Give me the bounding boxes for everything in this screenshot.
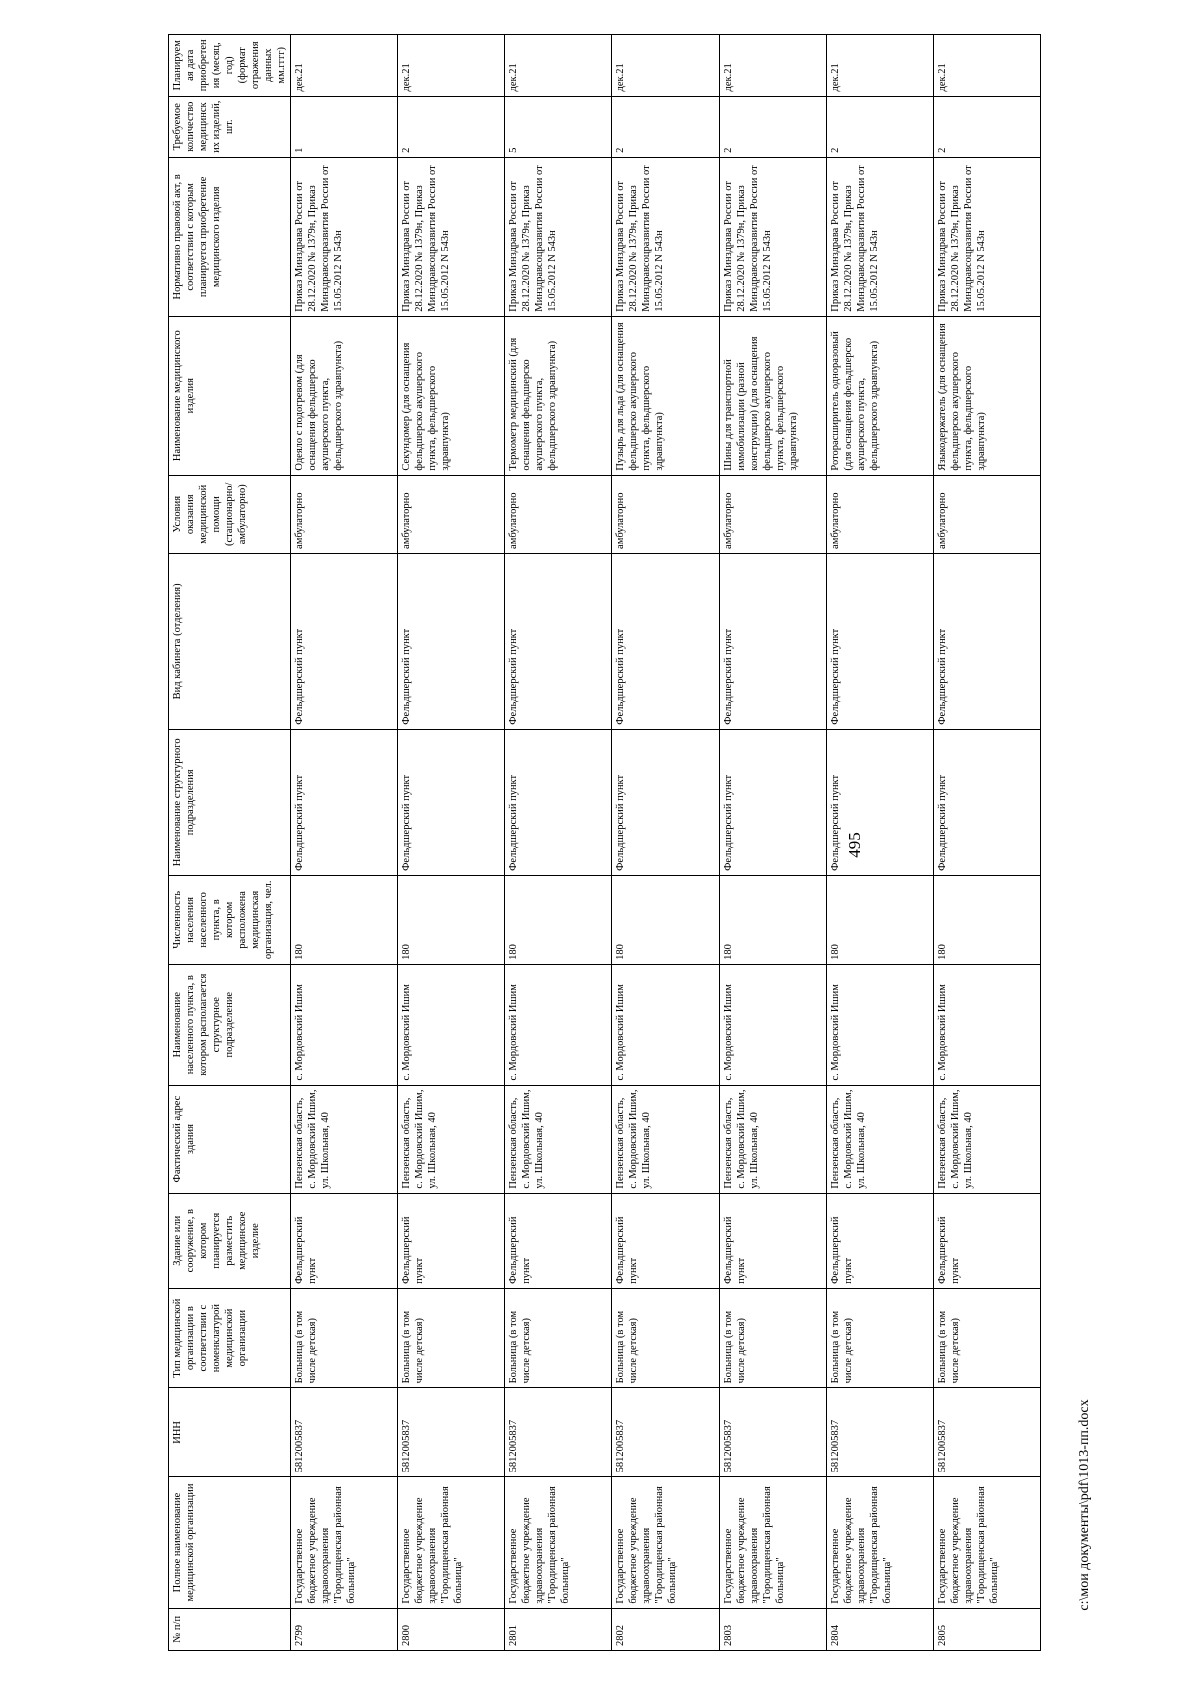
table-cell: амбулаторно bbox=[826, 475, 933, 553]
table-cell: с. Мордовский Ишим bbox=[291, 964, 398, 1085]
table-cell: Фельдшерский пункт bbox=[612, 553, 719, 729]
table-cell: 2804 bbox=[826, 1608, 933, 1650]
table-cell: амбулаторно bbox=[291, 475, 398, 553]
table-cell: Государственное бюджетное учреждение здравоохранения "Городищенская районная больница" bbox=[505, 1477, 612, 1608]
table-cell: Приказ Минздрава России от 28.12.2020 № 1379н, Приказ Минздравсоцразвития России от 15.05.2012 N 543н bbox=[826, 157, 933, 316]
table-cell: Государственное бюджетное учреждение здравоохранения "Городищенская районная больница" bbox=[826, 1477, 933, 1608]
table-cell: Фельдшерский пункт bbox=[826, 553, 933, 729]
footer-file-path: c:\мои документы\pdf\1013-пп.docx bbox=[1077, 1399, 1092, 1611]
table-cell: Фельдшерский пункт bbox=[505, 729, 612, 875]
table-cell: Фельдшерский пункт bbox=[291, 729, 398, 875]
header-cell: Нормативно правовой акт, в соответствии с которым планируется приобретение медицинского изделия bbox=[169, 157, 291, 316]
table-cell: с. Мордовский Ишим bbox=[933, 964, 1040, 1085]
table-cell: с. Мордовский Ишим bbox=[826, 964, 933, 1085]
table-cell: Приказ Минздрава России от 28.12.2020 № 1379н, Приказ Минздравсоцразвития России от 15.05.2012 N 543н bbox=[719, 157, 826, 316]
table-cell: с. Мордовский Ишим bbox=[398, 964, 505, 1085]
table-cell: Пензенская область, с. Мордовский Ишим, ул. Школьная, 40 bbox=[505, 1085, 612, 1193]
table-cell: амбулаторно bbox=[612, 475, 719, 553]
table-cell: 5812005837 bbox=[398, 1388, 505, 1477]
table-cell: 2802 bbox=[612, 1608, 719, 1650]
table-cell: дек.21 bbox=[291, 35, 398, 97]
table-cell: 5812005837 bbox=[933, 1388, 1040, 1477]
table-cell: Пензенская область, с. Мордовский Ишим, ул. Школьная, 40 bbox=[612, 1085, 719, 1193]
table-cell: 5 bbox=[505, 96, 612, 157]
table-cell: 2803 bbox=[719, 1608, 826, 1650]
table-cell: дек.21 bbox=[933, 35, 1040, 97]
table-cell: 5812005837 bbox=[291, 1388, 398, 1477]
table-row bbox=[719, 35, 826, 1651]
table-cell: Секундомер (для оснащения фельдшерско акушерского пункта, фельдшерского здравпункта) bbox=[398, 316, 505, 475]
header-cell: ИНН bbox=[169, 1388, 291, 1477]
table-cell: 180 bbox=[933, 875, 1040, 964]
header-cell: Численность населения населенного пункта, в котором расположена медицинская организация, чел. bbox=[169, 875, 291, 964]
table-cell: Государственное бюджетное учреждение здравоохранения "Городищенская районная больница" bbox=[612, 1477, 719, 1608]
table-cell: Пензенская область, с. Мордовский Ишим, ул. Школьная, 40 bbox=[719, 1085, 826, 1193]
table-cell: Пузырь для льда (для оснащения фельдшерско акушерского пункта, фельдшерского здравпункта) bbox=[612, 316, 719, 475]
table-cell: 180 bbox=[398, 875, 505, 964]
table-cell: Больница (в том числе детская) bbox=[612, 1288, 719, 1388]
table-cell: амбулаторно bbox=[719, 475, 826, 553]
table-cell: 1 bbox=[291, 96, 398, 157]
table-cell: Больница (в том числе детская) bbox=[505, 1288, 612, 1388]
table-cell: Приказ Минздрава России от 28.12.2020 № 1379н, Приказ Минздравсоцразвития России от 15.05.2012 N 543н bbox=[612, 157, 719, 316]
table-cell: 5812005837 bbox=[719, 1388, 826, 1477]
table-cell: Фельдшерский пункт bbox=[719, 553, 826, 729]
header-cell: Фактический адрес здания bbox=[169, 1085, 291, 1193]
table-cell: 180 bbox=[291, 875, 398, 964]
table-cell: Фельдшерский пункт bbox=[719, 1193, 826, 1288]
table-cell: Больница (в том числе детская) bbox=[291, 1288, 398, 1388]
table-row bbox=[933, 35, 1040, 1651]
header-cell: Тип медицинской организации в соответствии с номенклатурой медицинской организации bbox=[169, 1288, 291, 1388]
table-cell: 2799 bbox=[291, 1608, 398, 1650]
table-cell: Фельдшерский пункт bbox=[826, 729, 933, 875]
table-cell: Фельдшерский пункт bbox=[826, 1193, 933, 1288]
table-cell: Фельдшерский пункт bbox=[398, 553, 505, 729]
table-row bbox=[826, 35, 933, 1651]
table-cell: 2 bbox=[719, 96, 826, 157]
table-cell: 180 bbox=[719, 875, 826, 964]
table-cell: Больница (в том числе детская) bbox=[826, 1288, 933, 1388]
table-cell: Фельдшерский пункт bbox=[719, 729, 826, 875]
table-cell: Фельдшерский пункт bbox=[505, 1193, 612, 1288]
table-cell: 2800 bbox=[398, 1608, 505, 1650]
table-cell: Фельдшерский пункт bbox=[933, 1193, 1040, 1288]
table-cell: Пензенская область, с. Мордовский Ишим, ул. Школьная, 40 bbox=[933, 1085, 1040, 1193]
table-cell: Приказ Минздрава России от 28.12.2020 № 1379н, Приказ Минздравсоцразвития России от 15.05.2012 N 543н bbox=[933, 157, 1040, 316]
table-cell: Государственное бюджетное учреждение здравоохранения "Городищенская районная больница" bbox=[291, 1477, 398, 1608]
table-cell: Фельдшерский пункт bbox=[291, 553, 398, 729]
table-cell: Термометр медицинский (для оснащения фельдшерско акушерского пункта, фельдшерского здравпункта) bbox=[505, 316, 612, 475]
header-cell: Наименование населенного пункта, в котором располагается структурное подразделение bbox=[169, 964, 291, 1085]
table-cell: с. Мордовский Ишим bbox=[505, 964, 612, 1085]
table-cell: с. Мордовский Ишим bbox=[612, 964, 719, 1085]
header-cell: Наименование структурного подразделения bbox=[169, 729, 291, 875]
table-cell: 5812005837 bbox=[612, 1388, 719, 1477]
table-row bbox=[398, 35, 505, 1651]
header-cell: Планируемая дата приобретения (месяц, год) (формат отражения данных мм.гггг) bbox=[169, 35, 291, 97]
table-cell: Государственное бюджетное учреждение здравоохранения "Городищенская районная больница" bbox=[719, 1477, 826, 1608]
table-cell: амбулаторно bbox=[505, 475, 612, 553]
table-cell: 180 bbox=[826, 875, 933, 964]
table-header-row bbox=[169, 35, 291, 1651]
table-cell: дек.21 bbox=[398, 35, 505, 97]
table-cell: Фельдшерский пункт bbox=[398, 1193, 505, 1288]
table-cell: Больница (в том числе детская) bbox=[719, 1288, 826, 1388]
table-row bbox=[291, 35, 398, 1651]
table-cell: Приказ Минздрава России от 28.12.2020 № 1379н, Приказ Минздравсоцразвития России от 15.05.2012 N 543н bbox=[505, 157, 612, 316]
page-number: 495 bbox=[845, 832, 864, 858]
table-cell: Пензенская область, с. Мордовский Ишим, ул. Школьная, 40 bbox=[291, 1085, 398, 1193]
table-cell: 2801 bbox=[505, 1608, 612, 1650]
table-cell: 180 bbox=[612, 875, 719, 964]
table-body bbox=[291, 35, 1041, 1651]
table-cell: Больница (в том числе детская) bbox=[398, 1288, 505, 1388]
table-row bbox=[505, 35, 612, 1651]
table-cell: с. Мордовский Ишим bbox=[719, 964, 826, 1085]
table-cell: 2805 bbox=[933, 1608, 1040, 1650]
table-cell: Пензенская область, с. Мордовский Ишим, ул. Школьная, 40 bbox=[398, 1085, 505, 1193]
table-cell: Государственное бюджетное учреждение здравоохранения "Городищенская районная больница" bbox=[933, 1477, 1040, 1608]
table-cell: Фельдшерский пункт bbox=[612, 729, 719, 875]
table-cell: Пензенская область, с. Мордовский Ишим, ул. Школьная, 40 bbox=[826, 1085, 933, 1193]
table-cell: 2 bbox=[398, 96, 505, 157]
table-cell: дек.21 bbox=[826, 35, 933, 97]
table-cell: 2 bbox=[612, 96, 719, 157]
header-cell: Вид кабинета (отделения) bbox=[169, 553, 291, 729]
medical-devices-table bbox=[168, 34, 1041, 1651]
table-cell: Приказ Минздрава России от 28.12.2020 № 1379н, Приказ Минздравсоцразвития России от 15.05.2012 N 543н bbox=[291, 157, 398, 316]
table-cell: дек.21 bbox=[612, 35, 719, 97]
rotated-table-container bbox=[168, 34, 1041, 1651]
header-cell: Здание или сооружение, в котором планируется разместить медицинское изделие bbox=[169, 1193, 291, 1288]
table-cell: 5812005837 bbox=[826, 1388, 933, 1477]
table-row bbox=[612, 35, 719, 1651]
table-cell: 180 bbox=[505, 875, 612, 964]
table-cell: Больница (в том числе детская) bbox=[933, 1288, 1040, 1388]
table-cell: Фельдшерский пункт bbox=[291, 1193, 398, 1288]
header-cell: Условия оказания медицинской помощи (стационарно/ амбулаторно) bbox=[169, 475, 291, 553]
table-cell: Фельдшерский пункт bbox=[933, 729, 1040, 875]
table-cell: 2 bbox=[826, 96, 933, 157]
table-cell: Приказ Минздрава России от 28.12.2020 № 1379н, Приказ Минздравсоцразвития России от 15.05.2012 N 543н bbox=[398, 157, 505, 316]
table-cell: Фельдшерский пункт bbox=[505, 553, 612, 729]
table-cell: дек.21 bbox=[505, 35, 612, 97]
table-cell: Фельдшерский пункт bbox=[612, 1193, 719, 1288]
header-cell: Полное наименование медицинской организации bbox=[169, 1477, 291, 1608]
header-cell: Наименование медицинского изделия bbox=[169, 316, 291, 475]
header-cell: № п/п bbox=[169, 1608, 291, 1650]
header-cell: Требуемое количество медицинских изделий, шт. bbox=[169, 96, 291, 157]
table-cell: Фельдшерский пункт bbox=[933, 553, 1040, 729]
table-cell: Фельдшерский пункт bbox=[398, 729, 505, 875]
table-cell: Государственное бюджетное учреждение здравоохранения "Городищенская районная больница" bbox=[398, 1477, 505, 1608]
table-cell: амбулаторно bbox=[398, 475, 505, 553]
table-cell: Шины для транспортной иммобилизации (разной конструкции) (для оснащения фельдшерско акушерского пункта, фельдшерского здравпункта) bbox=[719, 316, 826, 475]
table-cell: Языкодержатель (для оснащения фельдшерско акушерского пункта, фельдшерского здравпункта) bbox=[933, 316, 1040, 475]
table-cell: Одеяло с подогревом (для оснащения фельдшерско акушерского пункта, фельдшерского здравпункта) bbox=[291, 316, 398, 475]
table-cell: дек.21 bbox=[719, 35, 826, 97]
table-cell: 5812005837 bbox=[505, 1388, 612, 1477]
table-cell: 2 bbox=[933, 96, 1040, 157]
table-cell: Роторасширитель одноразовый (для оснащения фельдшерско акушерского пункта, фельдшерского здравпункта) bbox=[826, 316, 933, 475]
table-cell: амбулаторно bbox=[933, 475, 1040, 553]
